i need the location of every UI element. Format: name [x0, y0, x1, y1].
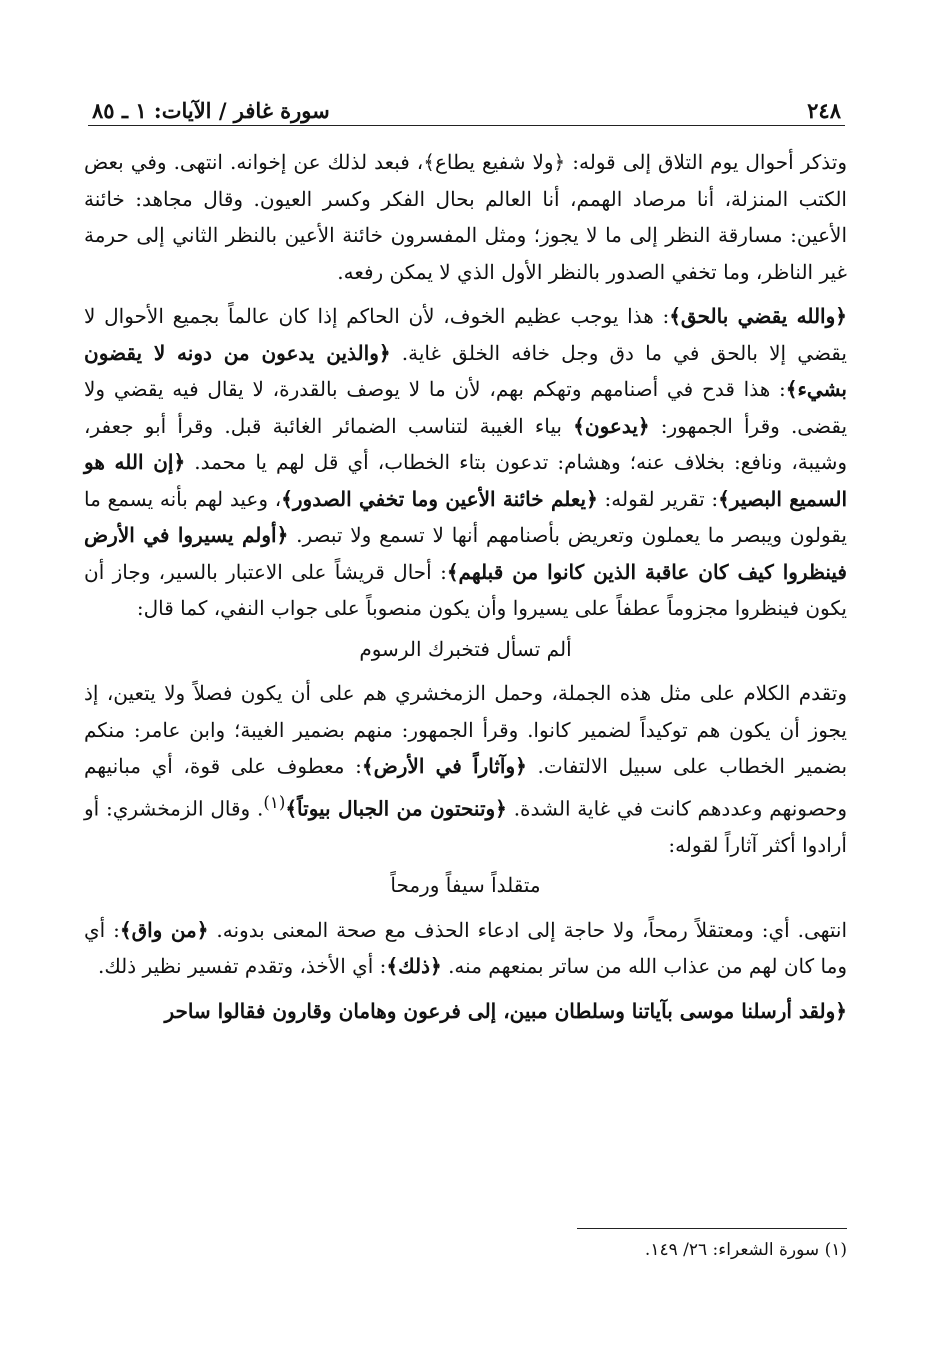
commentary-text: : معطوف على قوة، أي مبانيهم وحصونهم وعددهم كانت في غاية الشدة. — [84, 754, 847, 821]
paragraph-1: وتذكر أحوال يوم التلاق إلى قوله: ﴿ولا شفيع يطاع﴾، فبعد لذلك عن إخوانه. انتهى. وفي بعض الكتب المنزلة، أنا مرصاد الهمم، أنا العالم بحال الفكر وكسر العيون. وقال مجاهد: خائنة الأعين: مسارقة النظر إلى ما لا يجوز؛ ومثل المفسرون خائنة الأعين بالنظر الثاني إلى حرمة غير الناظر، وما تخفي الصدور بالنظر الأول الذي لا يمكن رفعه. — [84, 150, 847, 284]
quran-quote: ﴿يعلم خائنة الأعين وما تخفي الصدور﴾ — [281, 486, 598, 511]
footnote: (١) سورة الشعراء: ٢٦/ ١٤٩. — [644, 1240, 847, 1260]
quran-quote: ﴿ولقد أرسلنا موسى بآياتنا وسلطان مبين، إلى فرعون وهامان وقارون فقالوا ساحر — [164, 998, 847, 1023]
commentary-text: : أحال قريشاً على الاعتبار بالسير، وجاز أن يكون فينظروا مجزوماً عطفاً على يسيروا وأن يكون منصوباً على جواب النفي، كما قال: — [84, 559, 847, 620]
page-number: ٢٤٨ — [803, 98, 845, 123]
paragraph-3 — [84, 675, 847, 863]
quran-quote: ﴿يدعون﴾ — [573, 413, 650, 438]
header-rule — [88, 125, 845, 126]
paragraph-2 — [84, 298, 847, 627]
commentary-text: : هذا يوجب عظيم الخوف، لأن الحاكم إذا كان عالماً بجميع الأحوال لا يقضي إلا بالحق في ما دق وجل خافه الخلق غاية. — [84, 304, 847, 365]
quran-quote: ﴿والله يقضي بالحق﴾ — [669, 304, 847, 328]
quran-quote: ﴿وآثاراً في الأرض﴾ — [361, 754, 527, 778]
paragraph-5 — [84, 993, 847, 1030]
commentary-text: : هذا قدح في أصنامهم وتهكم بهم، لأن ما لا يوصف بالقدرة، لا يقال فيه يقضي ولا يقضى. وقرأ الجمهور: — [84, 377, 848, 438]
commentary-text: : أي الأخذ، وتقدم تفسير نظير ذلك. — [97, 954, 387, 979]
commentary-text: بياء الغيبة لتناسب الضمائر الغائبة قبل. وقرأ أبو جعفر، وشيبة، ونافع: بخلاف عنه؛ وهشام: تدعون بتاء الخطاب، أي قل لهم يا محمد. — [84, 413, 848, 474]
quran-quote: ﴿إن الله هو السميع البصير﴾ — [84, 450, 848, 511]
poetry-verse: متقلداً سيفاً ورمحاً — [390, 873, 541, 898]
paragraph-4 — [84, 912, 847, 985]
quran-quote: ﴿ذلك﴾ — [386, 954, 442, 979]
footnote-reference[interactable]: (١) — [263, 792, 286, 812]
footnote-separator — [577, 1228, 847, 1229]
commentary-text: وتقدم الكلام على مثل هذه الجملة، وحمل الزمخشري هم على أن يكون فصلاً ولا يتعين، إذ يجوز أن يكون هم توكيداً لضمير كانوا. وقرأ الجمهور: منهم بضمير الغيبة؛ وابن عامر: منكم بضمير الخطاب على سبيل الالتفات. — [84, 681, 848, 778]
quran-quote: ﴿من واق﴾ — [119, 917, 209, 942]
quran-quote: ﴿وتنحتون من الجبال بيوتاً﴾ — [285, 796, 507, 821]
quran-quote: ﴿أولم يسيروا في الأرض فينظروا كيف كان عاقبة الذين كانوا من قبلهم﴾ — [84, 523, 847, 584]
commentary-text: انتهى. أي: ومعتقلاً رمحاً، ولا حاجة إلى ادعاء الحذف مع صحة المعنى بدونه. — [208, 917, 847, 942]
running-title: سورة غافر / الآيات: ١ ـ ٨٥ — [88, 98, 334, 123]
commentary-text: : تقرير لقوله: — [597, 486, 719, 511]
main-text — [84, 144, 847, 1037]
commentary-text: : أي وما كان لهم من عذاب الله من ساتر بمنعهم منه. — [84, 917, 847, 979]
quran-quote: ﴿والذين يدعون من دونه لا يقضون بشيء﴾ — [84, 340, 847, 401]
poetry-verse: ألم تسأل فتخبرك الرسوم — [359, 636, 572, 661]
commentary-text: ، وعيد لهم بأنه يسمع ما يقولون ويبصر ما يعملون وتعريض بأصنامهم أنها لا تسمع ولا تبصر. — [84, 486, 847, 547]
commentary-text: . وقال الزمخشري: أو أرادوا أكثر آثاراً لقوله: — [84, 796, 847, 857]
page-header — [88, 92, 845, 128]
